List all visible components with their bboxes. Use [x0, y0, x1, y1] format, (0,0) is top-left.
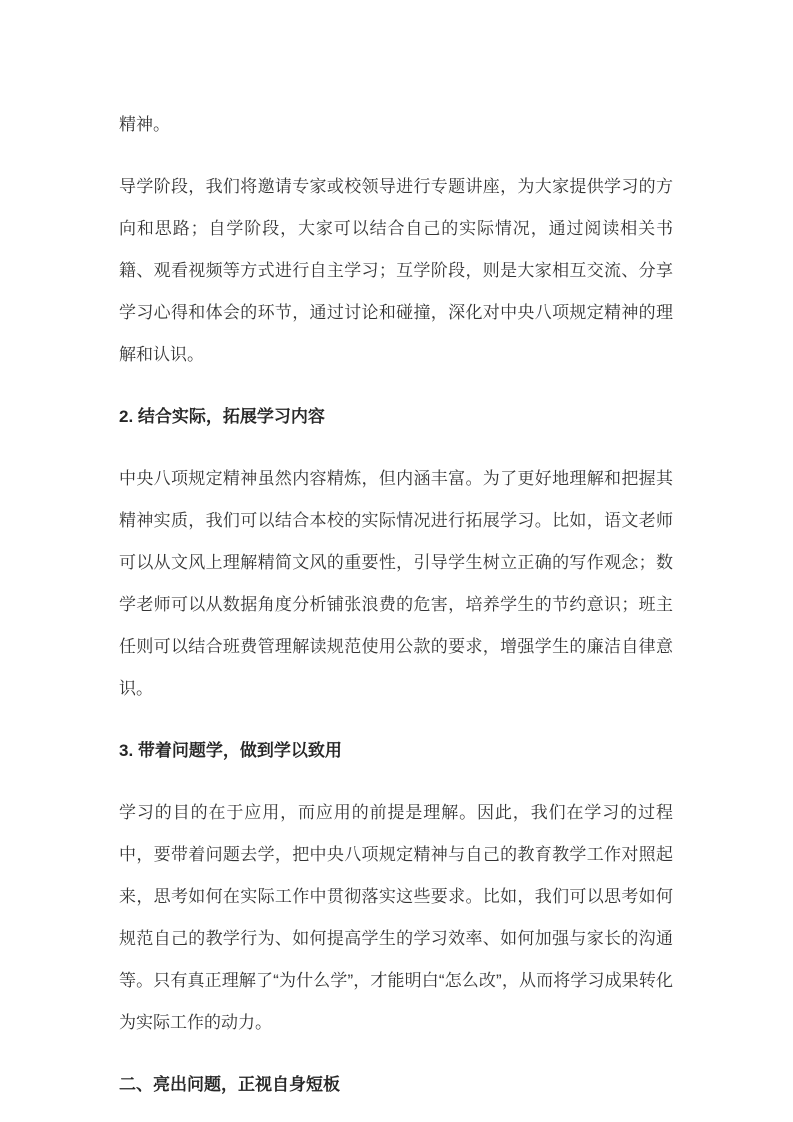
- heading-2-combine-practice: 2. 结合实际，拓展学习内容: [119, 407, 325, 426]
- paragraph-fragment-jingshen: 精神。: [119, 115, 170, 134]
- paragraph-apply-learning: 学习的目的在于应用，而应用的前提是理解。因此，我们在学习的过程中，要带着问题去学，把中央八项规定精神与自己的教育教学工作对照起来，思考如何在实际工作中贯彻落实这些要求。比如，我们可以思考如何规范自己的教学行为、如何提高学生的学习效率、如何加强与家长的沟通等。只有真正理解了“为什么学”，才能明白“怎么改”，从而将学习成果转化为实际工作的动力。: [119, 803, 673, 1032]
- heading-3-learn-with-questions: 3. 带着问题学，做到学以致用: [119, 741, 342, 760]
- heading-section-2-face-problems: 二、亮出问题，正视自身短板: [119, 1075, 340, 1094]
- paragraph-daoxue-stages: 导学阶段，我们将邀请专家或校领导进行专题讲座，为大家提供学习的方向和思路；自学阶段，大家可以结合自己的实际情况，通过阅读相关书籍、观看视频等方式进行自主学习；互学阶段，则是大家相互交流、分享学习心得和体会的环节，通过讨论和碰撞，深化对中央八项规定精神的理解和认识。: [119, 177, 673, 364]
- paragraph-expand-learning: 中央八项规定精神虽然内容精炼，但内涵丰富。为了更好地理解和把握其精神实质，我们可以结合本校的实际情况进行拓展学习。比如，语文老师可以从文风上理解精简文风的重要性，引导学生树立正确的写作观念；数学老师可以从数据角度分析铺张浪费的危害，培养学生的节约意识；班主任则可以结合班费管理解读规范使用公款的要求，增强学生的廉洁自律意识。: [119, 469, 673, 698]
